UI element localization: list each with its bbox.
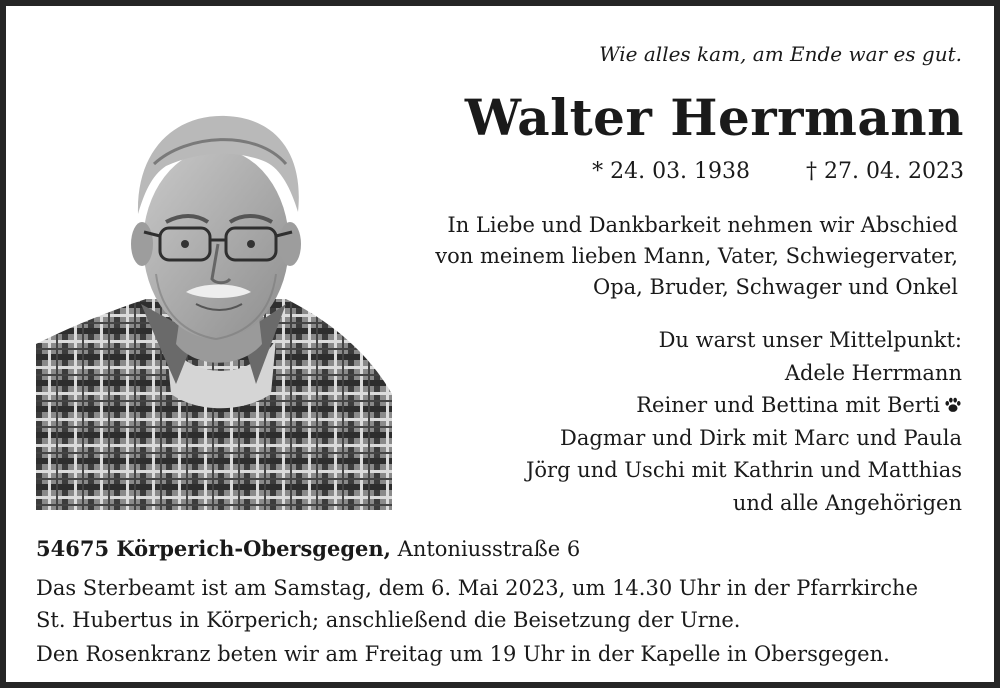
mourners-heading: Du warst unser Mittelpunkt: xyxy=(658,328,962,352)
life-dates xyxy=(592,159,964,184)
farewell-line: Opa, Bruder, Schwager und Onkel xyxy=(592,275,958,299)
mourner-line: Dagmar und Dirk mit Marc und Paula xyxy=(560,425,962,450)
portrait-photo xyxy=(36,94,392,510)
farewell-line: In Liebe und Dankbarkeit nehmen wir Abschied xyxy=(447,213,958,237)
birth-date: * 24. 03. 1938 xyxy=(592,159,751,184)
mourners-list xyxy=(526,324,962,519)
mourner-line: Adele Herrmann xyxy=(784,360,962,385)
mourner-line: und alle Angehörigen xyxy=(732,490,962,515)
deceased-name: Walter Herrmann xyxy=(464,88,964,147)
funeral-service-info xyxy=(36,572,918,636)
mourner-line: Reiner und Bettina mit Berti xyxy=(526,389,962,422)
address-town: 54675 Körperich-Obersgegen, xyxy=(36,536,391,561)
farewell-line: von meinem lieben Mann, Vater, Schwiegervater, xyxy=(435,244,958,268)
service-line: Das Sterbeamt ist am Samstag, dem 6. Mai 2023, um 14.30 Uhr in der Pfarrkirche xyxy=(36,576,918,600)
mourner-line: Jörg und Uschi mit Kathrin und Matthias xyxy=(525,458,962,482)
farewell-text xyxy=(435,210,958,303)
family-address xyxy=(36,536,580,561)
paw-icon xyxy=(944,396,962,414)
death-date: † 27. 04. 2023 xyxy=(806,159,964,184)
address-street: Antoniusstraße 6 xyxy=(390,537,581,561)
motto: Wie alles kam, am Ende war es gut. xyxy=(599,42,962,66)
service-line: St. Hubertus in Körperich; anschließend die Beisetzung der Urne. xyxy=(36,608,741,632)
rosary-info: Den Rosenkranz beten wir am Freitag um 19 Uhr in der Kapelle in Obersgegen. xyxy=(36,642,890,666)
